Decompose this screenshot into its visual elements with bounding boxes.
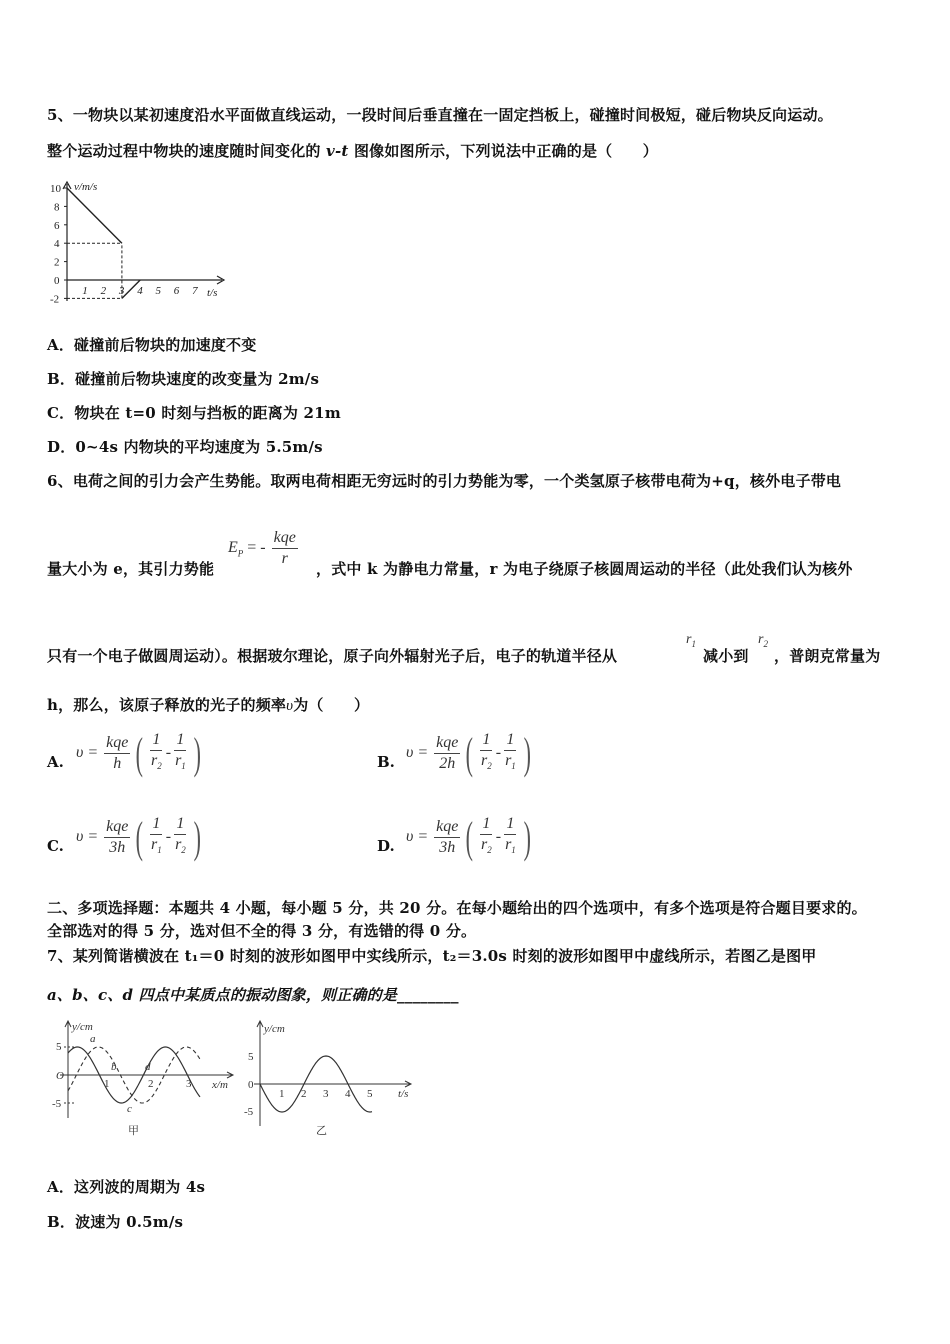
term-a-den: [479, 835, 494, 860]
q6-line2-b: ，式中 k 为静电力常量，r 为电子绕原子核圆周运动的半径（此处我们认为核外: [316, 560, 853, 578]
vt-ytick: 8: [54, 201, 60, 214]
vt-series-1: [67, 188, 122, 243]
vt-xtick: 6: [173, 285, 180, 297]
prefactor: [104, 733, 130, 774]
jia-xtick-3: 3: [186, 1078, 192, 1090]
jia-caption: 甲: [128, 1125, 139, 1137]
prefactor: [434, 817, 460, 858]
q6-line3-b: ，普朗克常量为: [774, 647, 881, 665]
term-b-r: r: [505, 752, 512, 770]
vt-ytick: 10: [50, 183, 61, 195]
r1-sub: 1: [691, 638, 696, 649]
term-a-num: 1: [480, 814, 492, 835]
term-b-sub: 2: [181, 845, 186, 856]
jia-xlabel: x/m: [212, 1079, 228, 1091]
q6-option-d-label: D.: [377, 837, 395, 855]
term-b-r: r: [175, 836, 182, 854]
term-a-num: 1: [150, 730, 162, 751]
q5-line2: [47, 140, 658, 161]
term-a-num: 1: [480, 730, 492, 751]
ep-num: kqe: [272, 528, 298, 549]
q7-option-b: B．波速为 0.5m/s: [47, 1213, 184, 1231]
yi-xtick-5: 5: [367, 1088, 373, 1100]
term-b-r: r: [505, 836, 512, 854]
prefactor-num: kqe: [104, 733, 130, 754]
vt-xtick: 1: [82, 285, 88, 297]
prefactor-den: 2h: [439, 755, 456, 772]
yi-xtick-1: 1: [279, 1088, 285, 1100]
nu-symbol: υ: [286, 698, 294, 714]
q7-line2: a、b、c、d 四点中某质点的振动图象，则正确的是________: [47, 986, 459, 1004]
r2-sub: 2: [763, 638, 768, 649]
vt-xtick: 7: [192, 285, 198, 297]
q6-line4: [47, 694, 369, 715]
q6-option-c-formula: υ = $\frac{\text{kqe}}{3h}$ ( $\frac{1}{r_1}$ - $\frac{1}{r_2}$ ): [76, 813, 201, 862]
q6-line4-a: h，那么，该原子释放的光子的频率: [47, 696, 287, 714]
q7-line1: 7、某列简谐横波在 t₁＝0 时刻的波形如图甲中实线所示，t₂＝3.0s 时刻的波形如图甲中虚线所示，若图乙是图甲: [47, 947, 817, 965]
ep-eq: = -: [247, 539, 266, 557]
term-a-sub: 1: [157, 845, 162, 856]
q5-option-b: B．碰撞前后物块速度的改变量为 2m/s: [47, 370, 320, 388]
jia-xtick-2: 2: [148, 1078, 154, 1090]
term-b-sub: 1: [511, 845, 516, 856]
term-a: [479, 814, 494, 860]
term-b-sub: 1: [181, 761, 186, 772]
vt-xlabel: t/s: [207, 287, 218, 299]
term-a-den: [149, 751, 164, 776]
vt-xtick: 3: [118, 285, 125, 297]
jia-ytick-5: 5: [56, 1041, 62, 1053]
vt-xtick: 4: [137, 285, 143, 297]
nu-eq: υ =: [76, 828, 99, 846]
ep-lhs: E: [228, 539, 238, 557]
term-b: [503, 730, 518, 776]
prefactor: [434, 733, 460, 774]
point-a: a: [90, 1033, 96, 1045]
ep-formula: [228, 528, 300, 569]
q5-vt-symbol: v-t: [326, 142, 349, 160]
vt-ytick: 2: [54, 256, 60, 269]
vt-xtick: 5: [155, 285, 161, 297]
vt-ytick: 4: [54, 238, 60, 251]
yi-xlabel: t/s: [398, 1088, 409, 1100]
yi-ylabel: y/cm: [264, 1023, 285, 1035]
term-a-r: r: [151, 836, 158, 854]
q6-option-b-formula: υ = $\frac{\text{kqe}}{2h}$ ( $\frac{1}{r_2}$ - $\frac{1}{r_1}$ ): [406, 729, 531, 778]
section2-line2: 全部选对的得 5 分，选对但不全的得 3 分，有选错的得 0 分。: [47, 922, 477, 940]
term-a: [149, 814, 164, 860]
q6-line4-b: 为（ ）: [293, 696, 370, 714]
term-a-sub: 2: [487, 761, 492, 772]
q5-line2-b: 图像如图所示，下列说法中正确的是（ ）: [348, 142, 658, 160]
term-a-den: [479, 751, 494, 776]
term-a-r: r: [481, 836, 488, 854]
r2-letter: r: [758, 632, 764, 647]
term-b: [503, 814, 518, 860]
term-b-den: [173, 835, 188, 860]
r1-letter: r: [686, 632, 692, 647]
wave-figure-jia: [50, 1018, 240, 1142]
q5-line2-a: 整个运动过程中物块的速度随时间变化的: [47, 142, 327, 160]
term-b-num: 1: [174, 814, 186, 835]
term-a-den: [149, 835, 164, 860]
prefactor: [104, 817, 130, 858]
q6-option-a-formula: υ = $\frac{\text{kqe}}{h}$ ( $\frac{1}{r_2}$ - $\frac{1}{r_1}$ ): [76, 729, 201, 778]
q6-option-d-formula: υ = $\frac{\text{kqe}}{3h}$ ( $\frac{1}{r_2}$ - $\frac{1}{r_1}$ ): [406, 813, 531, 862]
q5-line1: 5、一物块以某初速度沿水平面做直线运动，一段时间后垂直撞在一固定挡板上，碰撞时间极短，碰后物块反向运动。: [47, 106, 833, 124]
q7-option-a: A．这列波的周期为 4s: [47, 1178, 206, 1196]
vt-ytick: 6: [54, 219, 60, 232]
term-b-num: 1: [174, 730, 186, 751]
jia-xtick-1: 1: [104, 1078, 110, 1090]
term-a: [149, 730, 164, 776]
q6-option-a-label: A.: [47, 753, 64, 771]
r2-symbol: [758, 632, 768, 649]
minus: -: [165, 828, 172, 846]
q5-option-c: C．物块在 t=0 时刻与挡板的距离为 21m: [47, 404, 341, 422]
jia-ylabel: y/cm: [72, 1021, 93, 1033]
point-d: d: [145, 1061, 151, 1073]
yi-xtick-4: 4: [345, 1088, 351, 1100]
section2-line1: 二、多项选择题：本题共 4 小题，每小题 5 分，共 20 分。在每小题给出的四个选项中，有多个选项是符合题目要求的。: [47, 899, 867, 917]
r1-symbol: [686, 632, 696, 649]
prefactor-den: 3h: [109, 839, 126, 856]
prefactor-den: h: [113, 755, 122, 772]
yi-ytick-neg5: -5: [244, 1106, 254, 1118]
term-b-num: 1: [504, 814, 516, 835]
vt-ylabel: v/m/s: [74, 181, 98, 193]
minus: -: [495, 828, 502, 846]
q6-line3-mid: 减小到: [703, 647, 749, 665]
minus: -: [495, 744, 502, 762]
vt-ytick: -2: [50, 293, 60, 306]
term-b-num: 1: [504, 730, 516, 751]
yi-xtick-3: 3: [323, 1088, 329, 1100]
term-a-r: r: [481, 752, 488, 770]
term-b-sub: 1: [511, 761, 516, 772]
prefactor-den: 3h: [439, 839, 456, 856]
yi-xtick-2: 2: [301, 1088, 307, 1100]
q6-line1: 6、电荷之间的引力会产生势能。取两电荷相距无穷远时的引力势能为零，一个类氢原子核带电荷为+q，核外电子带电: [47, 472, 842, 490]
q5-option-a: A．碰撞前后物块的加速度不变: [47, 336, 257, 354]
minus: -: [165, 744, 172, 762]
prefactor-num: kqe: [434, 817, 460, 838]
ep-sub: P: [237, 548, 244, 559]
ep-fraction: [272, 528, 298, 569]
yi-ytick-0: 0: [248, 1079, 254, 1091]
nu-eq: υ =: [406, 828, 429, 846]
q5-option-d: D．0~4s 内物块的平均速度为 5.5m/s: [47, 438, 323, 456]
q6-line3-a: 只有一个电子做圆周运动）。根据玻尔理论，原子向外辐射光子后，电子的轨道半径从: [47, 647, 618, 665]
jia-ytick-neg5: -5: [52, 1098, 62, 1110]
point-c: c: [127, 1103, 132, 1115]
term-b: [173, 814, 188, 860]
yi-ytick-5: 5: [248, 1051, 254, 1063]
term-b-den: [173, 751, 188, 776]
term-b: [173, 730, 188, 776]
q6-option-b-label: B.: [377, 753, 395, 771]
point-b: b: [111, 1061, 117, 1073]
term-a-r: r: [151, 752, 158, 770]
jia-origin: O: [56, 1070, 64, 1082]
term-b-den: [503, 835, 518, 860]
vt-xtick: 2: [100, 285, 107, 297]
vt-graph: [47, 176, 237, 306]
vt-ytick: 0: [54, 275, 60, 287]
term-a: [479, 730, 494, 776]
term-a-sub: 2: [487, 845, 492, 856]
prefactor-num: kqe: [104, 817, 130, 838]
q6-option-c-label: C.: [47, 837, 64, 855]
q6-line2-a: 量大小为 e，其引力势能: [47, 560, 215, 578]
term-b-r: r: [175, 752, 182, 770]
prefactor-num: kqe: [434, 733, 460, 754]
nu-eq: υ =: [406, 744, 429, 762]
nu-eq: υ =: [76, 744, 99, 762]
yi-caption: 乙: [316, 1125, 327, 1137]
term-b-den: [503, 751, 518, 776]
wave-figure-yi: [240, 1018, 420, 1142]
term-a-num: 1: [150, 814, 162, 835]
ep-den: r: [281, 550, 288, 567]
term-a-sub: 2: [157, 761, 162, 772]
